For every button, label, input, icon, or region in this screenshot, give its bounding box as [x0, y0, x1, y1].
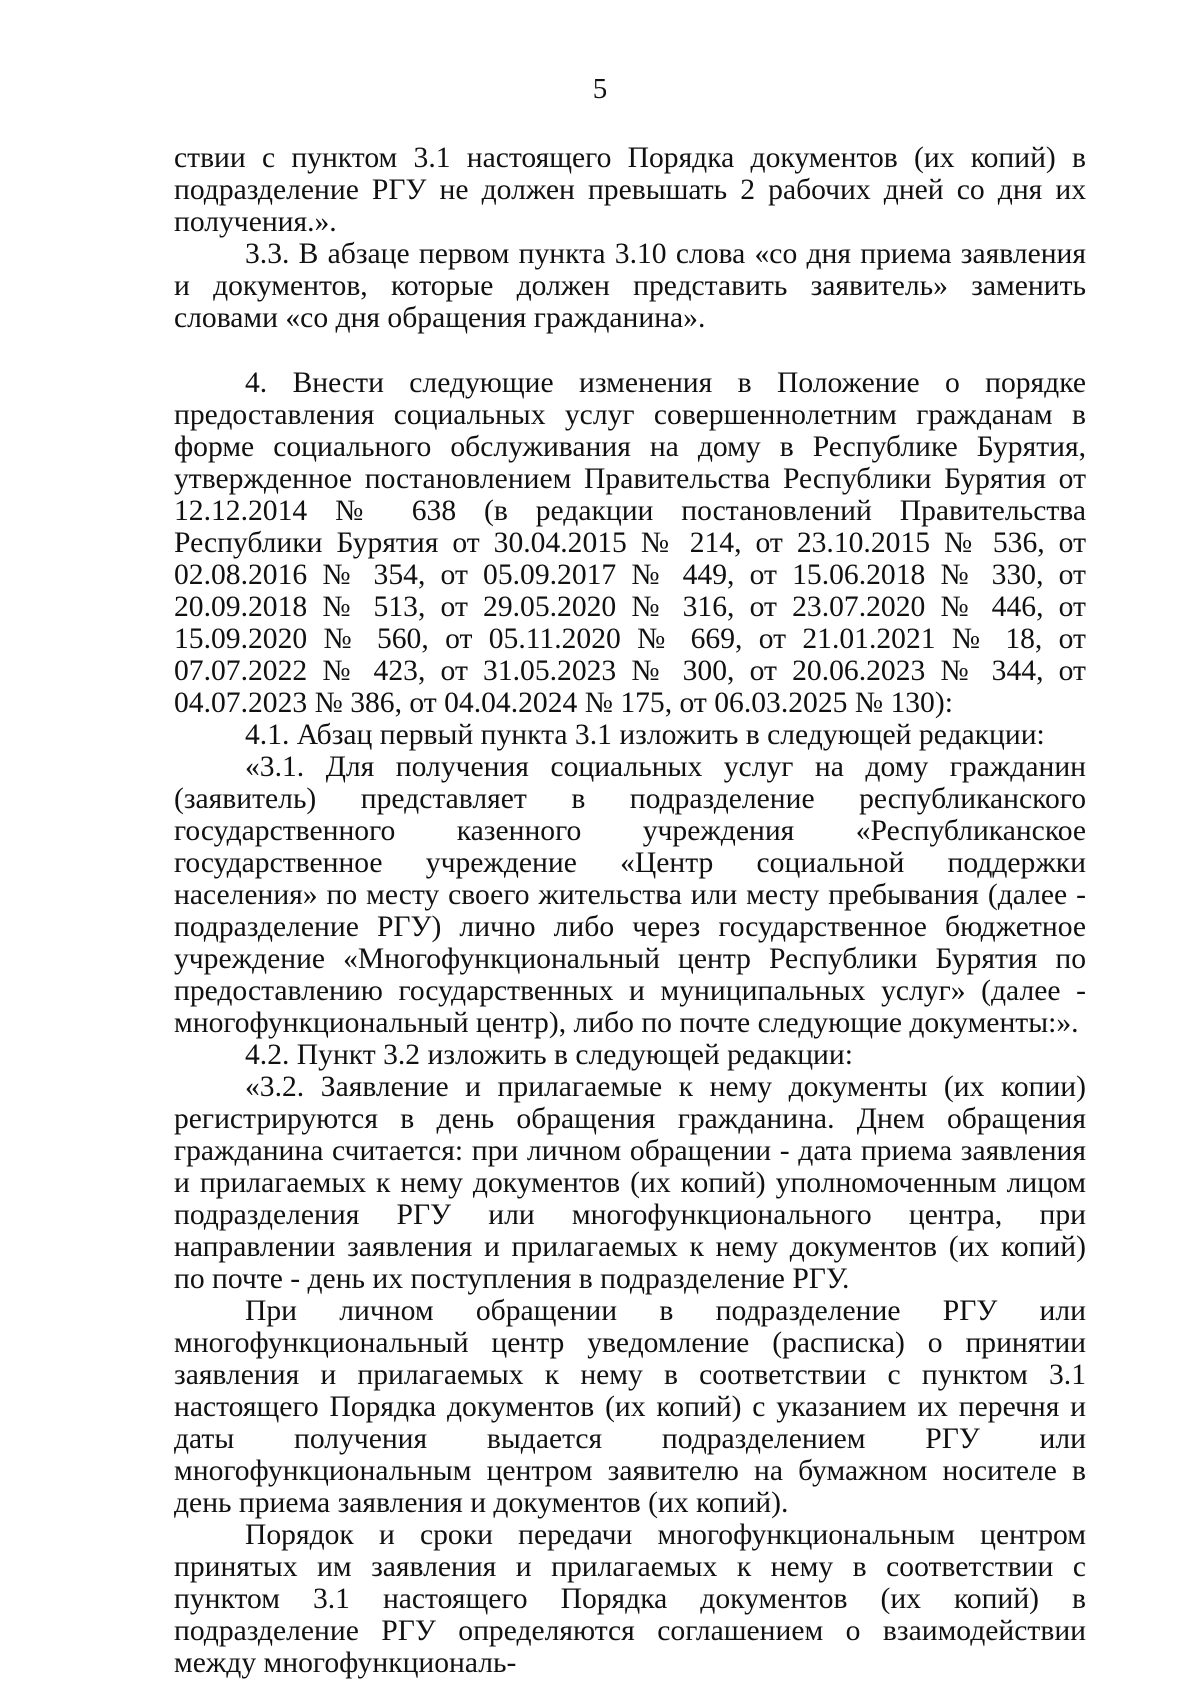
paragraph-3-1-quote: «3.1. Для получения социальных услуг на дому гражданин (заявитель) представляет в подразделение республиканского государственного казенного учреждения «Республиканское государственное учреждение «Центр социальной поддержки населения» по месту своего жительства или месту пребывания (далее - подразделение РГУ) лично либо через государственное бюджетное учреждение «Многофункциональный центр Республики Бурятия по предоставлению государственных и муниципальных услуг» (далее - многофункциональный центр), либо по почте следующие документы:».	[174, 751, 1086, 1039]
document-body	[174, 142, 1086, 1679]
paragraph-3-2-quote: «3.2. Заявление и прилагаемые к нему документы (их копии) регистрируются в день обращения гражданина. Днем обращения гражданина считается: при личном обращении - дата приема заявления и прилагаемых к нему документов (их копий) уполномоченным лицом подразделения РГУ или многофункционального центра, при направлении заявления и прилагаемых к нему документов (их копий) по почте - день их поступления в подразделение РГУ.	[174, 1071, 1086, 1295]
paragraph-4-1: 4.1. Абзац первый пункта 3.1 изложить в следующей редакции:	[245, 719, 1045, 751]
page-number: 5	[592, 73, 608, 105]
paragraph-transfer-procedure: Порядок и сроки передачи многофункциональным центром принятых им заявления и прилагаемых к нему в соответствии с пунктом 3.1 настоящего Порядка документов (их копий) в подразделение РГУ определяются соглашением о взаимодействии между многофункциональ-	[174, 1519, 1086, 1679]
paragraph-4-2: 4.2. Пункт 3.2 изложить в следующей редакции:	[245, 1039, 853, 1071]
paragraph-personal-appeal: При личном обращении в подразделение РГУ или многофункциональный центр уведомление (расписка) о принятии заявления и прилагаемых к нему в соответствии с пунктом 3.1 настоящего Порядка документов (их копий) с указанием их перечня и даты получения выдается подразделением РГУ или многофункциональным центром заявителю на бумажном носителе в день приема заявления и документов (их копий).	[174, 1295, 1086, 1519]
paragraph-4: 4. Внести следующие изменения в Положение о порядке предоставления социальных услуг совершеннолетним гражданам в форме социального обслуживания на дому в Республике Бурятия, утвержденное постановлением Правительства Республики Бурятия от 12.12.2014 № 638 (в редакции постановлений Правительства Республики Бурятия от 30.04.2015 № 214, от 23.10.2015 № 536, от 02.08.2016 № 354, от 05.09.2017 № 449, от 15.06.2018 № 330, от 20.09.2018 № 513, от 29.05.2020 № 316, от 23.07.2020 № 446, от 15.09.2020 № 560, от 05.11.2020 № 669, от 21.01.2021 № 18, от 07.07.2022 № 423, от 31.05.2023 № 300, от 20.06.2023 № 344, от 04.07.2023 № 386, от 04.04.2024 № 175, от 06.03.2025 № 130):	[174, 367, 1086, 719]
paragraph-continuation: ствии с пунктом 3.1 настоящего Порядка документов (их копий) в подразделение РГУ не должен превышать 2 рабочих дней со дня их получения.».	[174, 142, 1086, 238]
paragraph-3-3: 3.3. В абзаце первом пункта 3.10 слова «со дня приема заявления и документов, которые должен представить заявитель» заменить словами «со дня обращения гражданина».	[174, 238, 1086, 334]
